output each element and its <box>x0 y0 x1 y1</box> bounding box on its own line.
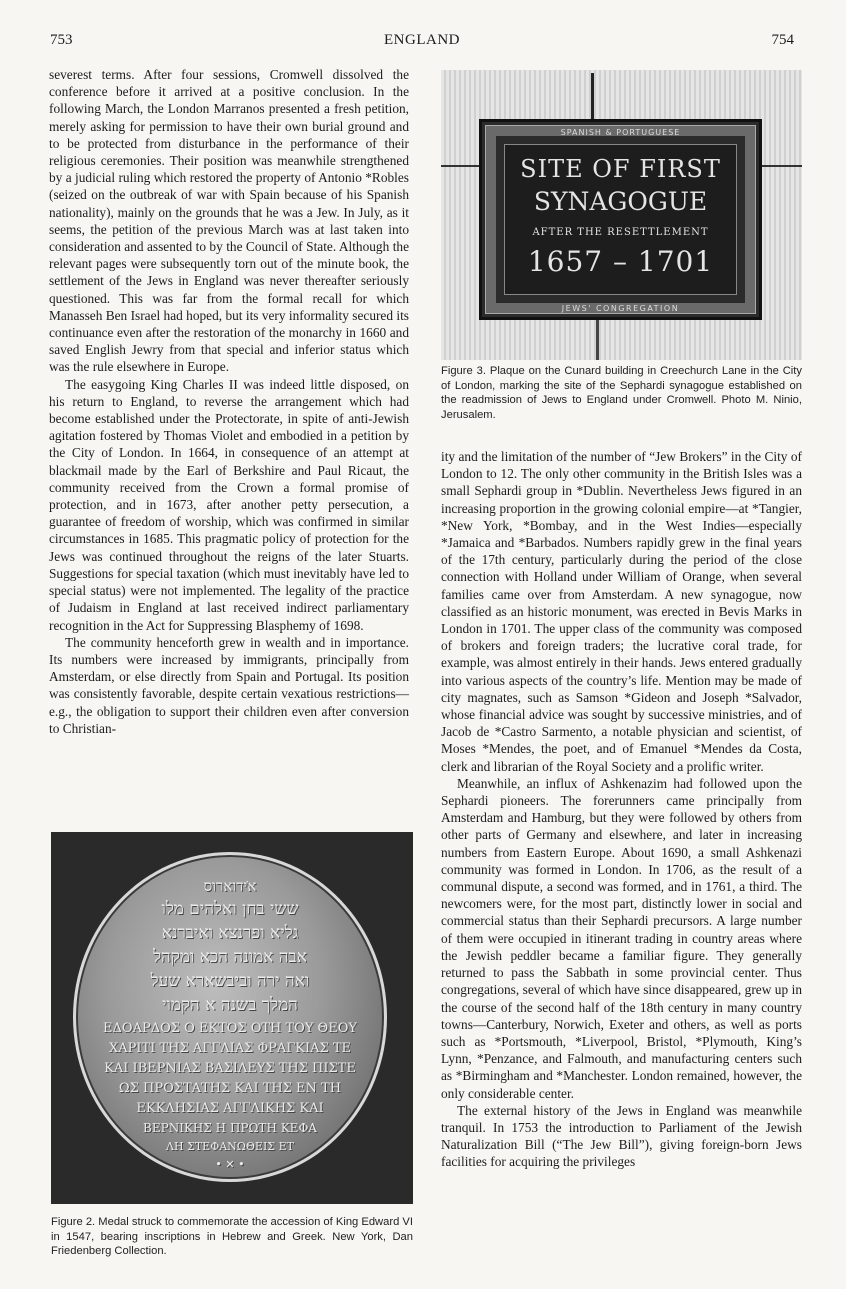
plaque-line: AFTER THE RESETTLEMENT <box>532 227 709 238</box>
plaque-bottom-band: JEWS' CONGREGATION <box>561 304 680 313</box>
medal-inscription-line: המלך בשנה א הקמוי <box>162 995 298 1015</box>
plaque <box>479 119 762 320</box>
medal-image <box>73 852 387 1182</box>
page-number-right: 754 <box>771 32 794 48</box>
plaque-dates: 1657 – 1701 <box>527 245 714 278</box>
paragraph: Meanwhile, an influx of Ashkenazim had followed upon the Sephardi pioneers. The forerunners came principally from Amsterdam and Hamburg, but they were followed by others from other parts of Germany and elsewhere, and later in increasing numbers from Eastern Europe. About 1690, a small Ashkenazi community was formed in London. In 1706, as the result of a communal dispute, a second was formed, and in 1761, a third. The newcomers were, for the most part, distinctly lower in social and commercial status than their Sephardi precursors. A large number of them were occupied in itinerant trading in country areas where the Jewish peddler became a familiar figure. They generally returned to pass the Sabbath in some provincial center. Thus congregations, several of which have since disappeared, grew up in the course of the second half of the 18th century in many country towns—Canterbury, Norwich, Exeter and others, as well as ports such as *Portsmouth, *Liverpool, Bristol, *Plymouth, King’s Lynn, *Penzance, and Falmouth, and manufacturing centers such as *Birmingham and *Manchester. London remained, however, the only considerable center. <box>441 775 802 1101</box>
paragraph: The external history of the Jews in England was meanwhile tranquil. In 1753 the introduction to Parliament of the Jewish Naturalization Bill (“The Jew Bill”), giving foreign-born Jews facilities for acquiring the privileges <box>441 1102 802 1170</box>
medal-inscription-line: ΛΗ ΣΤΕΦΑΝΩΘΕΙΣ ΕΤ <box>166 1140 294 1153</box>
medal-inscription-line: ואה ירה וביבשארא שעל <box>150 971 310 991</box>
paragraph: severest terms. After four sessions, Cromwell dissolved the conference before it arrived at a positive conclusion. In the following March, the London Marranos presented a fresh petition, merely asking for permission to have their own burial ground and to be protected from disturbance in the performance of their religious ceremonies. Their position was meanwhile strengthened by a judicial ruling which restored the property of Antonio *Robles (seized on the outbreak of war with Spain because of his Spanish nationality), mainly on the grounds that he was a Jew. In July, as it seems, the petition of the previous March was at last taken into consideration and assented to by the Council of State. Although the relevant pages were subsequently torn out of the minute book, the settlement of the Jews in England was never thereafter seriously questioned. This was far from the formal recall for which Manasseh Ben Israel had hoped, but its very informality secured its continuance even after the restoration of the monarchy in 1660 and saved English Jewry from that special and inferior status which was the rule elsewhere in Europe. <box>49 67 409 375</box>
plaque-inner <box>504 144 737 295</box>
medal-inscription-line: ΚΑΙ ΙΒΕΡΝΙΑΣ ΒΑΣΙΛΕΥΣ ΤΗΣ ΠΙΣΤΕ <box>104 1061 356 1076</box>
medal-inscription-line: ΧΑΡΙΤΙ ΤΗΣ ΑΓΓΛΙΑΣ ΦΡΑΓΚΙΑΣ ΤΕ <box>109 1041 351 1056</box>
medal-inscription-line: ששי בחן ואלהים מלו <box>161 899 299 919</box>
paragraph: The community henceforth grew in wealth and in importance. Its numbers were increased by immigrants, principally from Amsterdam, or else directly from Spain and Portugal. Its position was consistently favorable, despite certain vexatious restrictions—e.g., the obligation to support their children even after conversion to Christian- <box>49 634 409 736</box>
paragraph: ity and the limitation of the number of “Jew Brokers” in the City of London to 12. The only other community in the British Isles was a small Sephardi group in *Dublin. Nevertheless Jews figured in an increasing proportion in the growing colonial empire—at *Tangier, *New York, *Bombay, and in the West Indies—especially *Jamaica and *Barbados. Numbers rapidly grew in the final years of the 17th century, particularly during the period of the close connection with Holland under William of Orange, when several families came over from Amsterdam. A new synagogue, now classified as an historic monument, was erected in Bevis Marks in London in 1701. The upper class of the community was composed of brokers and foreign traders; the lucrative coral trade, for example, was almost entirely in their hands. Jews entered gradually into various aspects of the country’s life. Mention may be made of city magnates, such as Samson *Gideon and Joseph *Salvador, whose financial advice was sought by successive ministries, and of Jacob de *Castro Sarmento, a notable physician and scientist, of Moses *Mendes, the poet, and of Emanuel *Mendes da Costa, clerk and librarian of the Royal Society and a prolific writer. <box>441 449 802 774</box>
paragraph: The easygoing King Charles II was indeed little disposed, on his return to England, to reverse the arrangement which had become established under the Protectorate, in spite of anti-Jewish agitation fostered by Thomas Violet and embodied in a petition by the City of London. In 1664, in consequence of an attempt at blackmail made by the Earl of Berkshire and Paul Ricaut, the community received from the Crown a formal promise of protection, and in 1673, after another petty persecution, a guarantee of freedom of worship, which was confirmed in similar circumstances in 1685. This pragmatic policy of protection for the Jews was continued throughout the reigns of the later Stuarts. Suggestions for special taxation (which must inevitably have led to special status) were not implemented. The legality of the practice of Judaism in England at last received indirect parliamentary recognition in the Act for Suppressing Blasphemy of 1698. <box>49 376 409 633</box>
plaque-top-band: SPANISH & PORTUGUESE <box>560 128 681 137</box>
figure-2-medal-photo <box>51 832 413 1204</box>
running-head <box>50 32 794 52</box>
medal-inscription-line: אבה אמונה הכא ומקהל <box>153 947 307 967</box>
medal-inscription-line: א̇ידוארוס <box>203 877 257 895</box>
right-column <box>441 448 802 1171</box>
plaque-line: SITE OF FIRST <box>520 155 721 183</box>
medal-inscription-line: ΩΣ ΠΡΟΣΤΑΤΗΣ ΚΑΙ ΤΗΣ ΕΝ ΤΗ <box>118 1081 342 1096</box>
medal-inscription-line: ΕΔΟΑΡΔΟΣ Ο ΕΚΤΟΣ ΟΤΗ ΤΟΥ ΘΕΟΥ <box>103 1021 357 1036</box>
figure-3-caption: Figure 3. Plaque on the Cunard building in Creechurch Lane in the City of London, marking the site of the Sephardi synagogue established on the readmission of Jews to England under Cromwell. Photo M. Ninio, Jerusalem. <box>441 365 802 421</box>
pipe <box>596 320 599 360</box>
plaque-line: SYNAGOGUE <box>533 187 708 216</box>
figure-2-caption: Figure 2. Medal struck to commemorate the accession of King Edward VI in 1547, bearing inscriptions in Hebrew and Greek. New York, Dan Friedenberg Collection. <box>51 1216 413 1258</box>
left-column <box>49 66 409 737</box>
page-number-left: 753 <box>50 32 73 48</box>
medal-inscription-line: ΒΕΡΝΙΚΗΣ Η ΠΡΩΤΗ ΚΕΦΑ <box>143 1121 317 1135</box>
medal-inscription-line: גליא ופרנצא ואיברנא <box>161 923 299 943</box>
running-title: ENGLAND <box>384 32 460 48</box>
medal-ornament: • ✕ • <box>215 1158 245 1171</box>
medal-inscription-line: ΕΚΚΛΗΣΙΑΣ ΑΓΓΛΙΚΗΣ ΚΑΙ <box>136 1101 324 1116</box>
pipe <box>591 73 594 119</box>
figure-3-plaque-photo <box>441 70 802 360</box>
